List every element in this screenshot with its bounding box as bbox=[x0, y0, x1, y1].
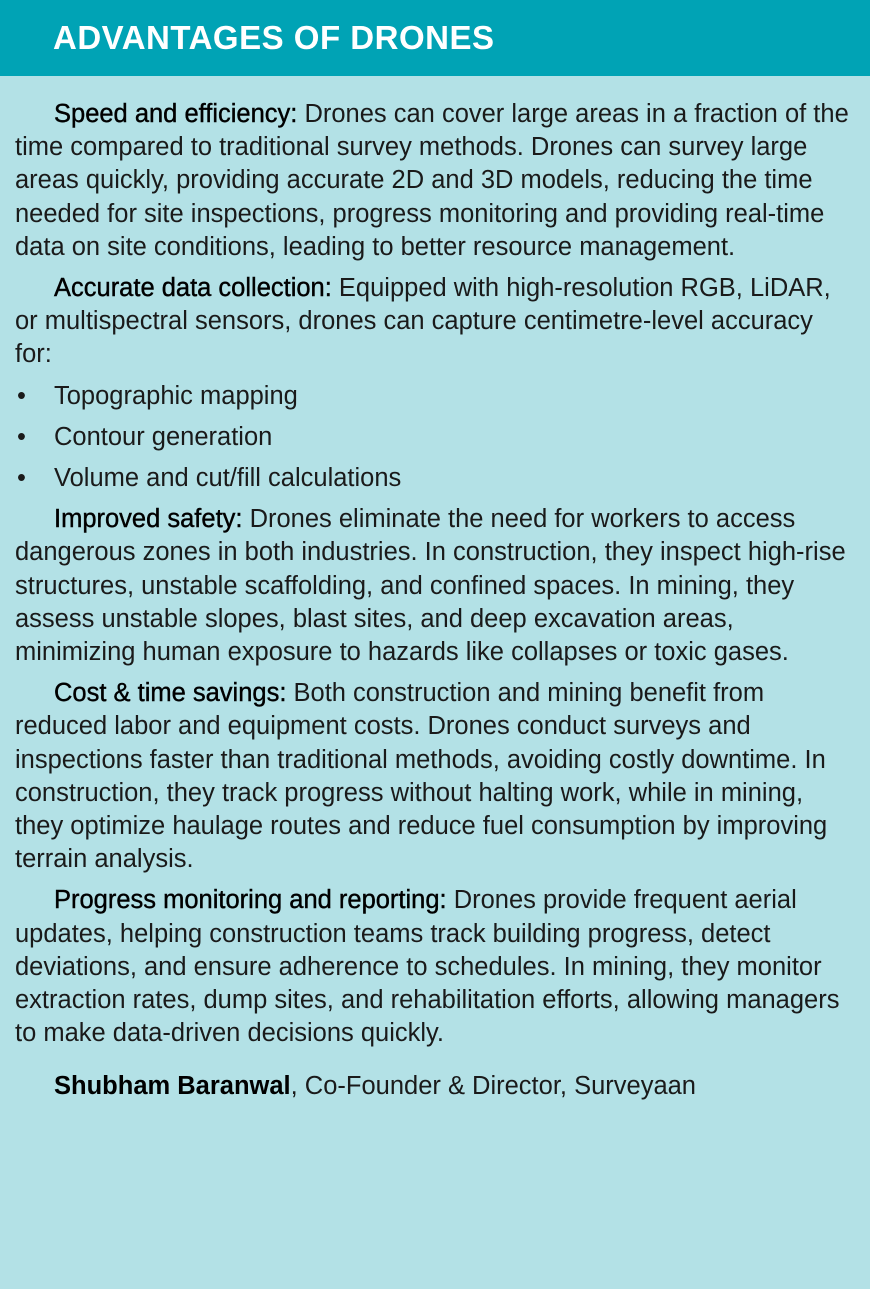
text-cost: Both construction and mining benefit from reduced labor and equipment costs. Drones conduct surveys and inspections faster than traditional methods, avoiding costly downtime. In construction, they track progress without halting work, while in mining, they optimize haulage routes and reduce fuel consumption by improving terrain analysis. bbox=[15, 679, 828, 874]
author-name: Shubham Baranwal bbox=[54, 1072, 291, 1101]
paragraph-accurate-data bbox=[15, 272, 854, 372]
text-progress: Drones provide frequent aerial updates, helping construction teams track building progress, detect deviations, and ensure adherence to schedules. In mining, they monitor extraction rates, dump sites, and rehabilitation efforts, allowing managers to make data-driven decisions quickly. bbox=[15, 886, 840, 1048]
list-item bbox=[15, 462, 854, 495]
header-bar bbox=[0, 0, 870, 76]
page-title: ADVANTAGES OF DRONES bbox=[53, 19, 495, 56]
text-accurate-data: Equipped with high-resolution RGB, LiDAR, or multispectral sensors, drones can capture centimetre-level accuracy for: bbox=[15, 274, 831, 369]
lead-progress: Progress monitoring and reporting: bbox=[54, 886, 447, 915]
paragraph-cost bbox=[15, 677, 854, 876]
lead-cost: Cost & time savings: bbox=[54, 679, 287, 708]
lead-safety: Improved safety: bbox=[54, 505, 243, 534]
list-item-label: Contour generation bbox=[54, 422, 273, 451]
paragraph-progress bbox=[15, 884, 854, 1050]
list-item-label: Topographic mapping bbox=[54, 381, 298, 410]
list-item bbox=[15, 421, 854, 454]
bullet-icon: • bbox=[17, 422, 26, 451]
bullet-icon: • bbox=[17, 464, 26, 493]
paragraph-speed bbox=[15, 98, 854, 264]
paragraph-safety bbox=[15, 503, 854, 669]
lead-accurate-data: Accurate data collection: bbox=[54, 274, 332, 303]
bullet-icon: • bbox=[17, 381, 26, 410]
byline bbox=[15, 1070, 854, 1103]
text-speed: Drones can cover large areas in a fraction of the time compared to traditional survey methods. Drones can survey large areas quickly, providing accurate 2D and 3D models, reducing the time needed for site inspections, progress monitoring and providing real-time data on site conditions, leading to better resource management. bbox=[15, 100, 849, 261]
lead-speed: Speed and efficiency: bbox=[54, 100, 298, 128]
list-item-label: Volume and cut/fill calculations bbox=[54, 464, 402, 493]
article-body bbox=[0, 76, 870, 1104]
text-safety: Drones eliminate the need for workers to access dangerous zones in both industries. In construction, they inspect high-rise structures, unstable scaffolding, and confined spaces. In mining, they assess unstable slopes, blast sites, and deep excavation areas, minimizing human exposure to hazards like collapses or toxic gases. bbox=[15, 505, 846, 667]
accuracy-list bbox=[15, 380, 854, 496]
list-item bbox=[15, 380, 854, 413]
author-role: , Co-Founder & Director, Surveyaan bbox=[290, 1072, 696, 1101]
